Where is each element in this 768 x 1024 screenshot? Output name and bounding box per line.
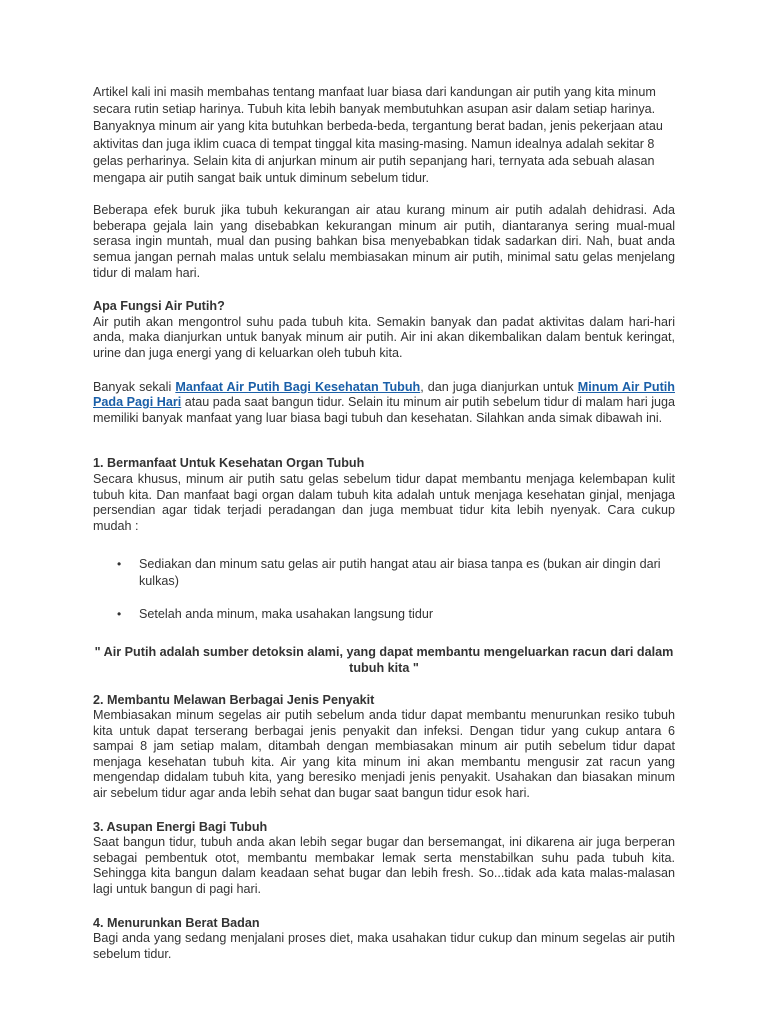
- links-text-before: Banyak sekali: [93, 379, 176, 394]
- link-minum-air-pagi-hari[interactable]: Minum Air Putih Pada Pagi Hari: [93, 379, 675, 410]
- section-3-heading: 3. Asupan Energi Bagi Tubuh: [93, 819, 268, 834]
- links-paragraph: [93, 380, 675, 427]
- section-1-bullet-list: [93, 556, 675, 623]
- section-4-heading: 4. Menurunkan Berat Badan: [93, 915, 260, 930]
- list-item: [93, 556, 675, 590]
- section-2-paragraph: Membiasakan minum segelas air putih sebelum anda tidur dapat membantu menurunkan resiko tubuh kita untuk dapat terserang berbagai jenis penyakit dan infeksi. Dengan tidur yang cukup antara 6 sampai 8 jam setiap malam, ditambah dengan membiasakan minum air putih sebelum tidur dapat menjaga kesehatan tubuh kita. Air yang kita minum ini akan membantu mengusir zat racun yang mengendap didalam tubuh kita, yang beresiko menjadi jenis penyakit. Usahakan dan biasakan minum air sebelum tidur agar anda lebih sehat dan bugar saat bangun tidur esok hari.: [93, 708, 675, 801]
- section-1-heading: 1. Bermanfaat Untuk Kesehatan Organ Tubuh: [93, 456, 365, 471]
- intro-paragraph-2: Beberapa efek buruk jika tubuh kekurangan air atau kurang minum air putih adalah dehidrasi. Ada beberapa gejala lain yang disebabkan kekurangan minum air putih, diantaranya sering mual-mual serasa ingin muntah, mual dan pusing bahkan bisa menyebabkan tidak sadarkan diri. Nah, buat anda semua jangan pernah malas untuk selalu membiasakan minum air putih, minimal satu gelas menjelang tidur di malam hari.: [93, 203, 675, 280]
- links-text-middle: , dan juga dianjurkan untuk: [420, 379, 578, 394]
- list-item: [93, 606, 675, 623]
- link-manfaat-air-putih[interactable]: Manfaat Air Putih Bagi Kesehatan Tubuh: [175, 379, 421, 394]
- document-page: [93, 84, 675, 962]
- section-3-paragraph: Saat bangun tidur, tubuh anda akan lebih segar bugar dan bersemangat, ini dikarena air juga berperan sebagai pembentuk otot, membantu membakar lemak serta menstabilkan suhu pada tubuh kita. Sehingga kita bangun dalam keadaan sehat bugar dan lebih fresh. So...tidak ada kata malas-malasan lagi untuk bangun di pagi hari.: [93, 835, 675, 897]
- list-item-text: Sediakan dan minum satu gelas air putih hangat atau air biasa tanpa es (bukan air dingin dari kulkas): [139, 557, 661, 589]
- section-1-paragraph: Secara khusus, minum air putih satu gelas sebelum tidur dapat membantu menjaga kelembapan kulit tubuh kita. Dan manfaat bagi organ dalam tubuh kita adalah untuk menjaga kesehatan ginjal, menjaga persendian agar tidak terjadi peradangan dan juga membuat tidur kita lebih nyenyak. Cara cukup mudah :: [93, 471, 675, 533]
- fungsi-heading: Apa Fungsi Air Putih?: [93, 299, 225, 314]
- bullet-dot-icon: •: [117, 557, 122, 572]
- section-4-paragraph: Bagi anda yang sedang menjalani proses diet, maka usahakan tidur cukup dan minum segelas air putih sebelum tidur.: [93, 931, 675, 961]
- intro-paragraph-1: Artikel kali ini masih membahas tentang manfaat luar biasa dari kandungan air putih yang kita minum secara rutin setiap harinya. Tubuh kita lebih banyak membutuhkan asupan asir dalam setiap harinya. Banyaknya minum air yang kita butuhkan berbeda-beda, tergantung berat badan, jenis pekerjaan atau aktivitas dan juga iklim cuaca di tempat tinggal kita masing-masing. Namun idealnya adalah sekitar 8 gelas perharinya. Selain kita di anjurkan minum air putih sepanjang hari, ternyata ada sebuah alasan mengapa air putih sangat baik untuk diminum sebelum tidur.: [93, 85, 663, 186]
- bullet-dot-icon: •: [117, 607, 122, 622]
- links-text-after: atau pada saat bangun tidur. Selain itu minum air putih sebelum tidur di malam hari juga memiliki banyak manfaat yang luar biasa bagi tubuh dan kesehatan. Silahkan anda simak dibawah ini.: [93, 395, 675, 425]
- highlight-quote: " Air Putih adalah sumber detoksin alami, yang dapat membantu mengeluarkan racun dari dalam tubuh kita ": [94, 645, 674, 675]
- fungsi-paragraph: Air putih akan mengontrol suhu pada tubuh kita. Semakin banyak dan padat aktivitas dalam hari-hari anda, maka dianjurkan untuk banyak minum air putih. Air ini akan dikembalikan dalam bentuk keringat, urine dan juga energi yang di keluarkan oleh tubuh kita.: [93, 314, 675, 360]
- section-2-heading: 2. Membantu Melawan Berbagai Jenis Penyakit: [93, 692, 375, 707]
- list-item-text: Setelah anda minum, maka usahakan langsung tidur: [139, 607, 434, 622]
